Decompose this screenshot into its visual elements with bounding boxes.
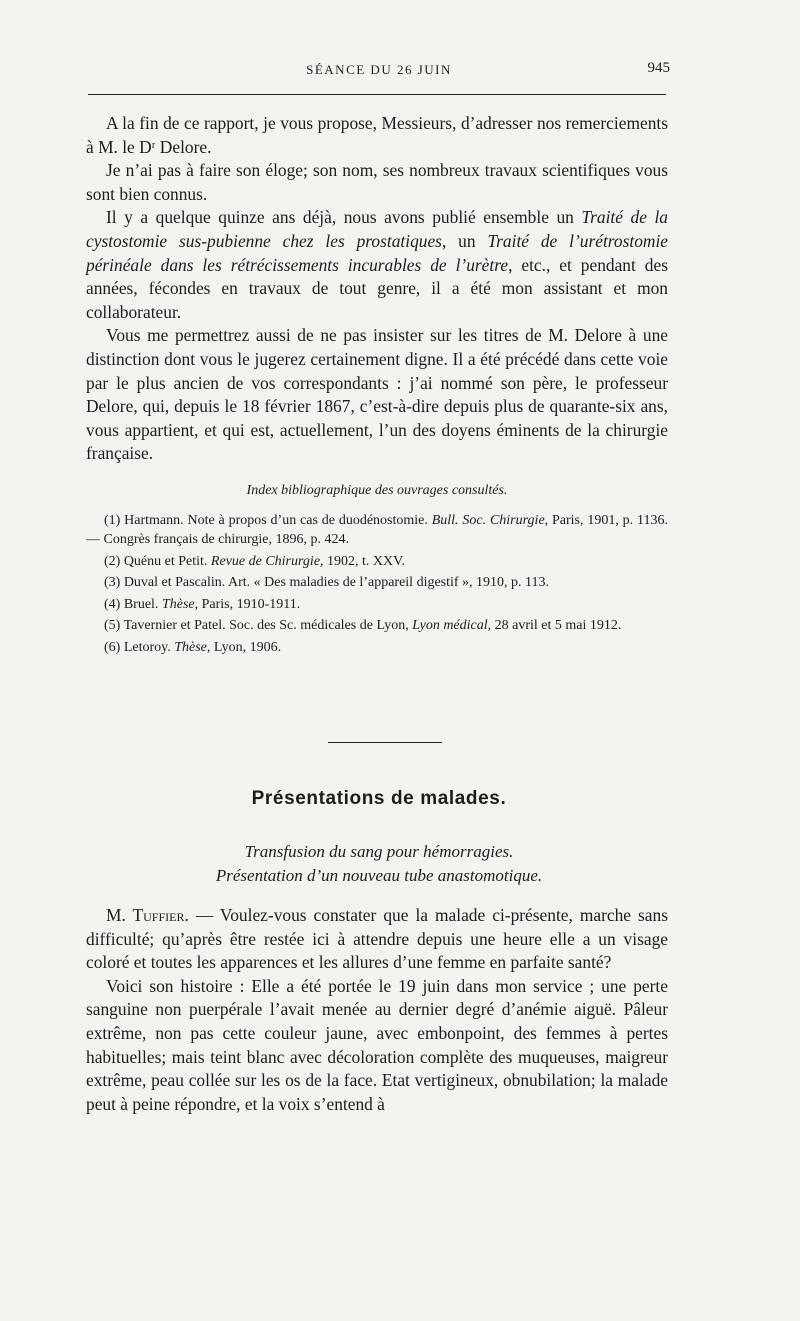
section-heading: Présentations de malades. [251, 788, 507, 809]
text-run: Il y a quelque quinze ans déjà, nous avons publié ensemble un [106, 207, 582, 228]
reference-list [86, 511, 668, 658]
running-title: SÉANCE DU 26 JUIN [306, 62, 452, 77]
text-run: , un [441, 230, 488, 251]
reference-item: (5) Tavernier et Patel. Soc. des Sc. médicales de Lyon, Lyon médical, 28 avril et 5 mai 1912. [104, 618, 622, 634]
paragraph: A la fin de ce rapport, je vous propose, Messieurs, d’adresser nos remerciements à M. le Dʳ Delore. [86, 113, 668, 157]
paragraph: Je n’ai pas à faire son éloge; son nom, ses nombreux travaux scientifiques vous sont bien connus. [86, 160, 668, 204]
reference-item: (2) Quénu et Petit. Revue de Chirurgie, 1902, t. XXV. [104, 553, 405, 569]
paragraph: Vous me permettrez aussi de ne pas insister sur les titres de M. Delore à une distinction dont vous le jugerez certainement digne. Il a été précédé dans cette voie par le plus ancien de vos correspondants : j’ai nommé son père, le professeur Delore, qui, depuis le 18 février 1867, c’est-à-dire depuis plus de quarante-six ans, vous appartient, et qui est, actuellement, l’un des doyens éminents de la chirurgie française. [86, 325, 668, 464]
presentation-text [86, 904, 668, 1116]
subtitle: Présentation d’un nouveau tube anastomotique. [215, 866, 543, 885]
main-text [86, 112, 668, 660]
text-run: — Voulez-vous constater que la malade ci-présente, marche sans difficulté; qu’après être restée ici à attendre depuis une heure elle a un visage coloré et toutes les apparences et les allures d’une femme en parfaite santé? [86, 905, 668, 973]
paragraph [86, 904, 668, 975]
page-number: 945 [647, 60, 670, 76]
index-title: Index bibliographique des ouvrages consultés. [246, 482, 508, 498]
reference-item: (6) Letoroy. Thèse, Lyon, 1906. [104, 640, 282, 656]
page-header [88, 58, 670, 86]
reference-item: (4) Bruel. Thèse, Paris, 1910-1911. [104, 596, 301, 612]
speaker-name: M. Tuffier. [106, 905, 189, 925]
header-rule [88, 94, 666, 95]
reference-item: (3) Duval et Pascalin. Art. « Des maladies de l’appareil digestif », 1910, p. 113. [104, 575, 550, 591]
paragraph [86, 206, 668, 324]
subtitle: Transfusion du sang pour hémorragies. [244, 842, 514, 861]
book-title: Traité de l’urétrostomie périnéale dans les rétrécissements incurables de l’urètre [86, 230, 669, 275]
reference-item: (1) Hartmann. Note à propos d’un cas de duodénostomie. Bull. Soc. Chirurgie, Paris, 1901, p. 1136. — Congrès français de chirurgie, 1896, p. 424. [86, 512, 668, 548]
text-run: , etc., et pendant des années, fécondes en travaux de tout genre, il a été mon assistant et mon collaborateur. [86, 254, 668, 322]
book-title: Traité de la cystostomie sus-pubienne chez les prostatiques [86, 207, 668, 251]
paragraph: Voici son histoire : Elle a été portée le 19 juin dans mon service ; une perte sanguine non puerpérale l’avait menée au dernier degré d’anémie aiguë. Pâleur extrême, non pas cette couleur jaune, avec embonpoint, des femmes à pertes habituelles; mais teint blanc avec décoloration complète des muqueuses, maigreur extrême, peau collée sur les os de la face. Etat vertigineux, obnubilation; la malade peut à peine répondre, et la voix s’entend à [86, 975, 668, 1114]
section-divider [328, 742, 442, 743]
